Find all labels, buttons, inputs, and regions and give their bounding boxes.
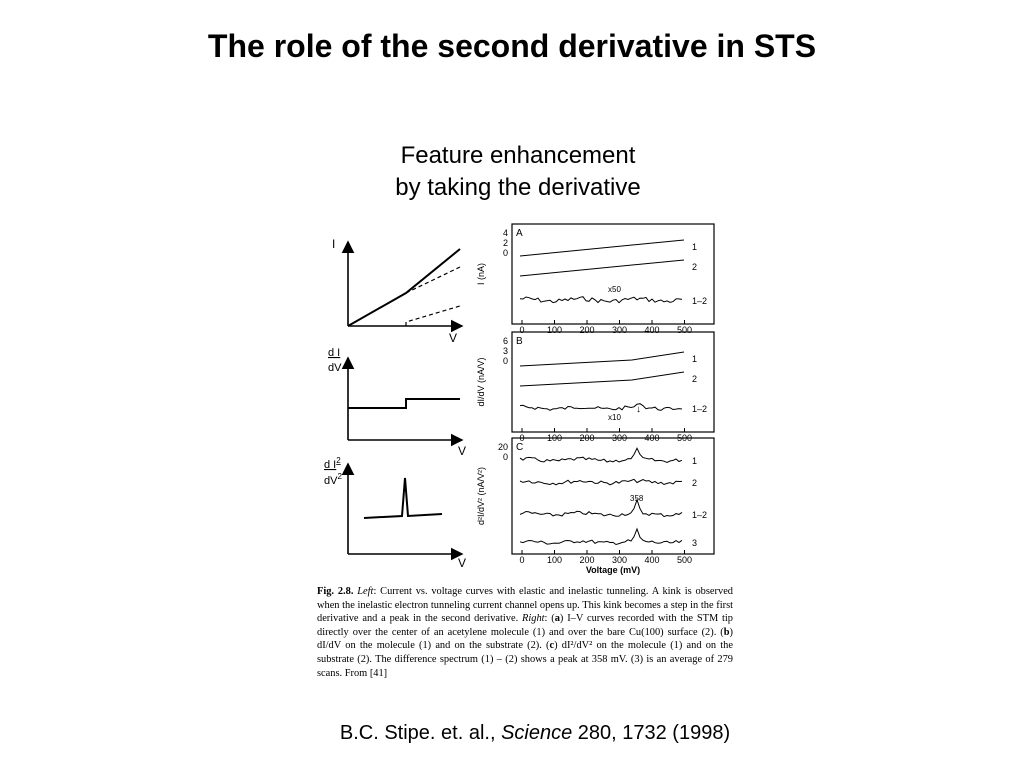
panel-y-tick: 0 bbox=[502, 248, 508, 258]
panel-y-tick: 6 bbox=[502, 336, 508, 346]
panel-x-tick: 200 bbox=[579, 433, 595, 443]
curve-label: 2 bbox=[692, 262, 698, 272]
curve-label: 2 bbox=[692, 478, 698, 488]
panel-x-tick: 500 bbox=[676, 325, 693, 335]
spectrum-curve-1 bbox=[520, 448, 682, 462]
panel-y-tick: 3 bbox=[502, 346, 508, 356]
left-didv-diagram bbox=[328, 347, 466, 458]
panel-annotation: x10 bbox=[608, 413, 621, 422]
y-axis-label-numerator: d $I^2$ bbox=[324, 456, 341, 471]
panel-annotation: 358 bbox=[630, 494, 644, 503]
subtitle-line-2: by taking the derivative bbox=[395, 174, 641, 201]
y-axis-label: I bbox=[332, 237, 336, 251]
caption-fig-label: Fig. 2.8. bbox=[317, 586, 354, 597]
panel-y-tick: 0 bbox=[502, 356, 508, 366]
panel-x-tick: 100 bbox=[546, 555, 563, 565]
panel-x-tick: 400 bbox=[644, 555, 660, 565]
curve-label: 2 bbox=[692, 374, 698, 384]
curve-label: 1–2 bbox=[692, 404, 708, 414]
panel-label: B bbox=[516, 336, 523, 347]
panel-x-tick: 0 bbox=[519, 555, 525, 565]
left-d2idv2-diagram bbox=[324, 456, 466, 570]
step-curve bbox=[348, 399, 460, 408]
caption-text-2: : ( bbox=[544, 613, 555, 625]
citation-journal: Science bbox=[501, 722, 573, 744]
slide-title: The role of the second derivative in STS bbox=[207, 28, 817, 64]
panel-x-tick: 0 bbox=[519, 433, 525, 443]
curve-label: 1–2 bbox=[692, 296, 708, 306]
figure-caption bbox=[317, 585, 733, 680]
curve-label: 1 bbox=[692, 456, 698, 466]
spectrum-curve-1-2 bbox=[520, 297, 682, 303]
curve-label: 1–2 bbox=[692, 510, 708, 520]
panel-y-tick: 20 bbox=[497, 442, 508, 452]
caption-text-4: ) dI/dV on the molecule (1) and on the substrate (2). ( bbox=[317, 626, 733, 652]
panel-y-tick: 4 bbox=[502, 228, 508, 238]
panel-frame bbox=[512, 438, 714, 554]
panel-y-axis-label: d²I/dV² (nA/V²) bbox=[476, 466, 486, 526]
spectrum-curve-1-2 bbox=[520, 500, 682, 517]
peak-curve bbox=[364, 478, 442, 518]
panel-x-tick: 500 bbox=[676, 433, 693, 443]
panel-x-tick: 200 bbox=[579, 325, 595, 335]
spectrum-curve-2 bbox=[520, 260, 684, 276]
inelastic-channel bbox=[406, 306, 460, 326]
panel-x-axis-label: Voltage (mV) bbox=[585, 565, 641, 575]
curve-label: 3 bbox=[692, 538, 698, 548]
panel-x-tick: 400 bbox=[644, 433, 660, 443]
caption-a: a bbox=[554, 613, 560, 625]
caption-left-label: Left bbox=[357, 586, 374, 597]
y-axis-label-denominator: dV bbox=[328, 362, 342, 374]
spectrum-curve-2 bbox=[520, 372, 684, 386]
panel-y-axis-label: dI/dV (nA/V) bbox=[476, 357, 486, 407]
citation-authors: B.C. Stipe. et. al., bbox=[339, 722, 502, 744]
panel-x-tick: 300 bbox=[611, 433, 628, 443]
spectrum-curve-3 bbox=[520, 529, 682, 545]
panel-arrow: ↓ bbox=[636, 404, 641, 415]
caption-text-5: ) dI²/dV² on the molecule (1) and on the substrate (2). The difference spectrum (1) – (2) shows a peak at 358 mV. (3) is an average of 279 scans. From [41] bbox=[317, 640, 733, 679]
slide-subtitle bbox=[0, 140, 1024, 204]
x-axis-label: V bbox=[449, 331, 458, 345]
y-axis-label-numerator: d I bbox=[328, 347, 341, 359]
left-iv-diagram bbox=[332, 237, 462, 345]
panel-y-tick: 0 bbox=[502, 452, 508, 462]
panel-annotation: x50 bbox=[608, 285, 621, 294]
spectrum-curve-2 bbox=[520, 479, 682, 485]
panel-y-tick: 2 bbox=[502, 238, 508, 248]
panel-x-tick: 0 bbox=[519, 325, 525, 335]
panel-x-tick: 500 bbox=[676, 555, 693, 565]
caption-text-3: ) I–V curves recorded with the STM tip directly over the center of an acetylene molecule (1) and over the bare Cu(100) surface (2). ( bbox=[317, 613, 733, 638]
panel-x-tick: 100 bbox=[546, 433, 563, 443]
x-axis-label: V bbox=[458, 556, 467, 570]
panel-x-tick: 300 bbox=[611, 555, 628, 565]
panel-x-tick: 300 bbox=[611, 325, 628, 335]
panel-y-axis-label: I (nA) bbox=[476, 262, 486, 286]
citation-ref: 280, 1732 (1998) bbox=[572, 722, 731, 744]
caption-b: b bbox=[723, 626, 730, 638]
y-axis-label-denominator: $dV^2$ bbox=[324, 472, 342, 487]
panel-x-tick: 200 bbox=[579, 555, 595, 565]
panel-b bbox=[476, 332, 714, 443]
citation bbox=[0, 722, 1024, 745]
x-axis-label: V bbox=[458, 444, 467, 458]
panel-a bbox=[476, 224, 714, 335]
caption-c: c bbox=[549, 640, 555, 652]
spectrum-curve-1 bbox=[520, 240, 684, 256]
panel-label: A bbox=[516, 228, 523, 239]
panel-c bbox=[476, 438, 714, 575]
caption-text-1: : Current vs. voltage curves with elastic and inelastic tunneling. A kink is observed when the inelastic electron tunneling current channel opens up. This kink becomes a step in the first derivative and a peak in the second derivative. bbox=[317, 586, 733, 625]
subtitle-line-1: Feature enhancement bbox=[400, 142, 636, 169]
panel-label: C bbox=[516, 442, 524, 453]
iv-curve-with-kink bbox=[348, 249, 460, 326]
right-panels bbox=[476, 224, 714, 575]
figure-2-8 bbox=[312, 218, 732, 578]
curve-label: 1 bbox=[692, 242, 698, 252]
panel-x-tick: 400 bbox=[644, 325, 660, 335]
caption-right-label: Right bbox=[522, 613, 545, 625]
spectrum-curve-1 bbox=[520, 352, 684, 366]
panel-x-tick: 100 bbox=[546, 325, 563, 335]
curve-label: 1 bbox=[692, 354, 698, 364]
spectrum-curve-1-2 bbox=[520, 404, 682, 411]
